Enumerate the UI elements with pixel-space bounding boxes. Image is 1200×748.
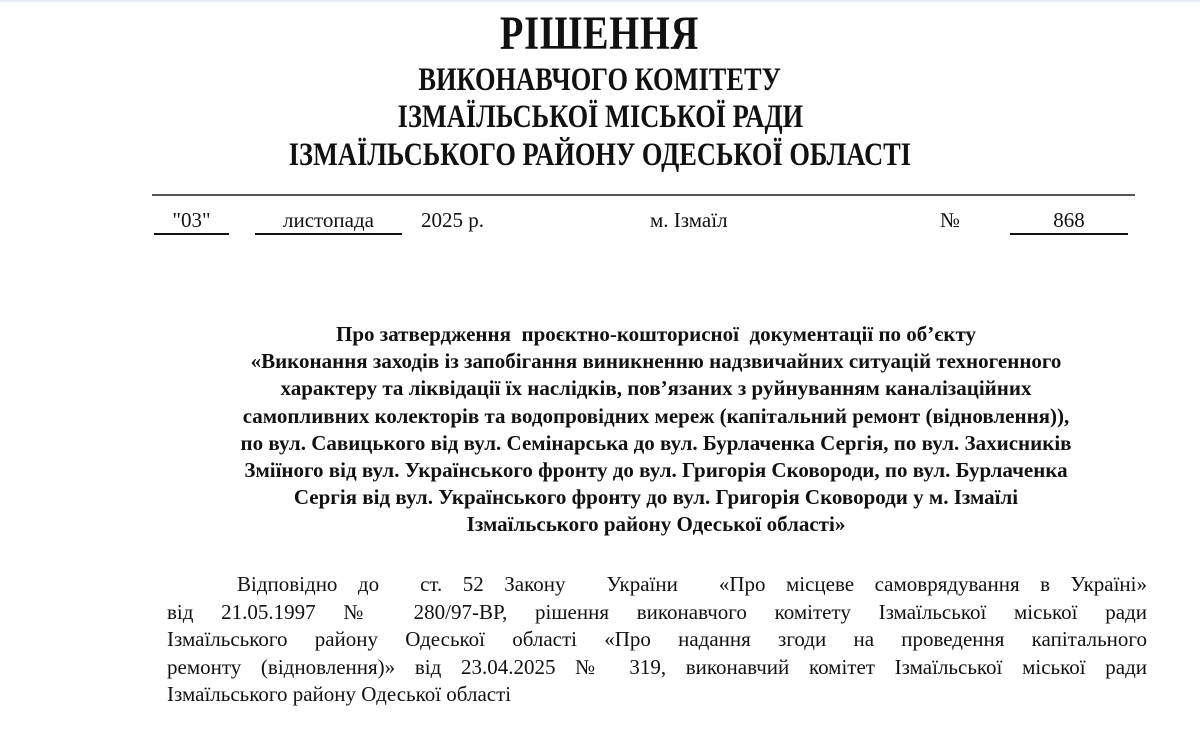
issuer-line-1: ВИКОНАВЧОГО КОМІТЕТУ (418, 62, 782, 98)
document-title: РІШЕННЯ (500, 7, 700, 60)
body-paragraph (167, 571, 1147, 709)
top-strip (0, 0, 1200, 2)
body-line: Відповідно до ст. 52 Закону України «Про місцеве самоврядування в Україні» (237, 572, 1147, 596)
city: м. Ізмаїл (650, 208, 728, 232)
decision-subject (160, 321, 1152, 539)
body-line: ремонту (відновлення)» від 23.04.2025 № 319, виконавчий комітет Ізмаїльської міської ради (167, 654, 1147, 679)
date-year: 2025 р. (421, 208, 484, 232)
subject-line: «Виконання заходів із запобігання виникненню надзвичайних ситуацій техногенного (250, 349, 1062, 374)
decision-number: 868 (1010, 206, 1128, 235)
issuer-line-3: ІЗМАЇЛЬСЬКОГО РАЙОНУ ОДЕСЬКОЇ ОБЛАСТІ (288, 137, 912, 173)
body-line: Ізмаїльського району Одеської області «Про надання згоди на проведення капітального (167, 627, 1147, 651)
header-divider (152, 194, 1135, 196)
subject-line: Сергія від вул. Українського фронту до вул. Григорія Сковороди у м. Ізмаїлі (293, 485, 1019, 510)
subject-line: характеру та ліквідації їх наслідків, пов’язаних з руйнуванням каналізаційних (280, 376, 1032, 401)
subject-line: Зміїного від вул. Українського фронту до вул. Григорія Сковороди, по вул. Бурлаченка (244, 458, 1068, 483)
number-sign: № (940, 208, 961, 232)
subject-line: по вул. Савицького від вул. Семінарська до вул. Бурлаченка Сергія, по вул. Захисників (240, 430, 1072, 455)
issuer-line-2: ІЗМАЇЛЬСЬКОЇ МІСЬКОЇ РАДИ (397, 99, 803, 135)
subject-line: Ізмаїльського району Одеської області» (466, 512, 846, 537)
body-line: від 21.05.1997 № 280/97-ВР, рішення виконавчого комітету Ізмаїльської міської ради (167, 599, 1147, 624)
subject-line: самопливних колекторів та водопровідних мереж (капітальний ремонт (відновлення)), (242, 403, 1070, 428)
date-month: листопада (255, 206, 402, 235)
subject-line: Про затвердження проєктно-кошторисної документації по об’єкту (336, 322, 976, 346)
body-line: Ізмаїльського району Одеської області (167, 682, 512, 706)
date-day: "03" (154, 206, 229, 235)
